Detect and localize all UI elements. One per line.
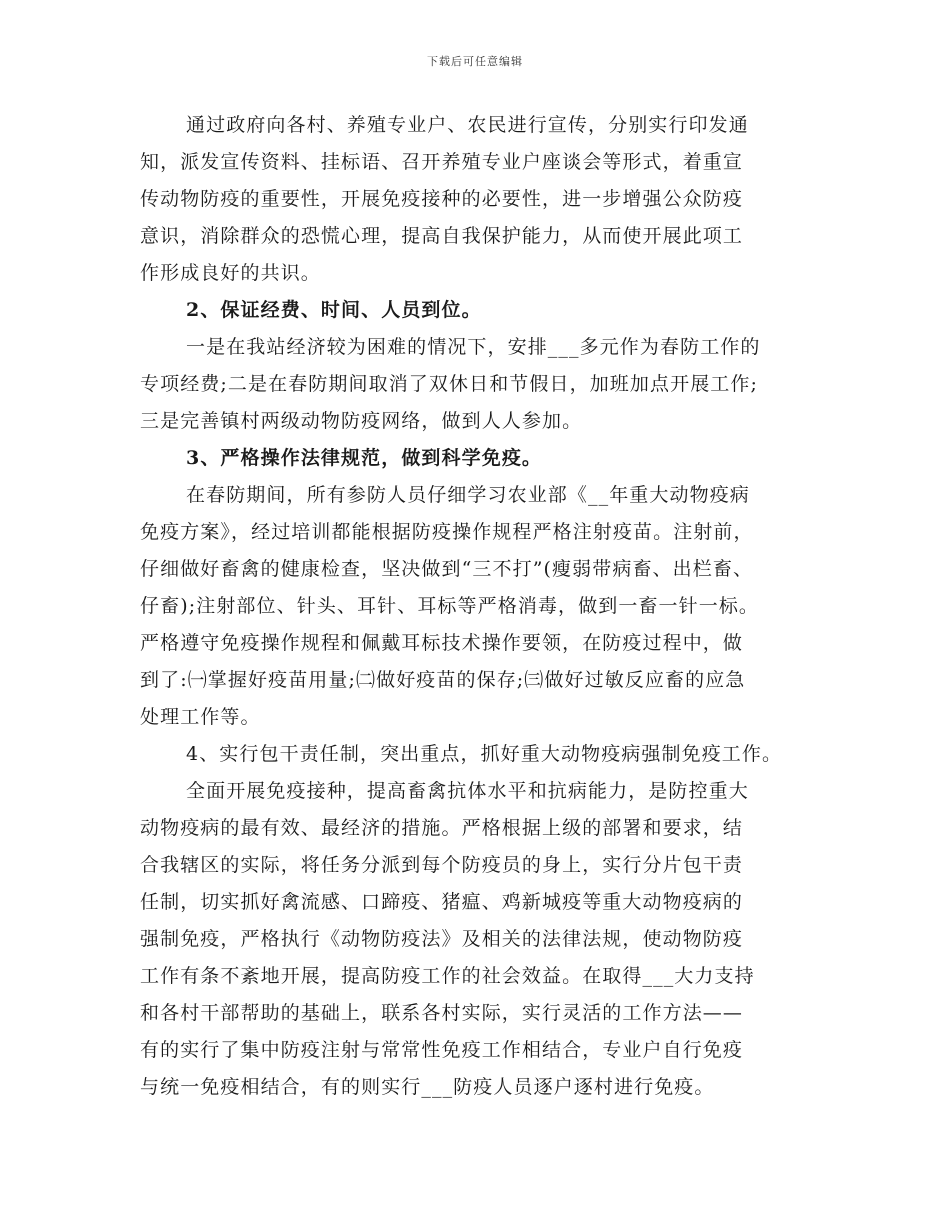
paragraph-line: 知，派发宣传资料、挂标语、召开养殖专业户座谈会等形式，着重宣 — [140, 151, 744, 173]
paragraph-line: 有的实行了集中防疫注射与常常性免疫工作相结合，专业户自行免疫 — [140, 1039, 744, 1061]
paragraph-line: 与统一免疫相结合，有的则实行___防疫人员逐户逐村进行免疫。 — [140, 1076, 715, 1098]
section-heading-3: 3、严格操作法律规范，做到科学免疫。 — [186, 447, 543, 469]
paragraph-line: 动物疫病的最有效、最经济的措施。严格根据上级的部署和要求，结 — [140, 817, 744, 839]
paragraph-line: 传动物防疫的重要性，开展免疫接种的必要性，进一步增强公众防疫 — [140, 188, 744, 210]
paragraph-line: 任制，切实抓好禽流感、口蹄疫、猪瘟、鸡新城疫等重大动物疫病的 — [140, 891, 744, 913]
paragraph-line: 强制免疫，严格执行《动物防疫法》及相关的法律法规，使动物防疫 — [140, 928, 744, 950]
paragraph-line: 作形成良好的共识。 — [140, 262, 321, 284]
paragraph-line: 全面开展免疫接种，提高畜禽抗体水平和抗病能力，是防控重大 — [186, 780, 749, 802]
section-heading-4: 4、实行包干责任制，突出重点，抓好重大动物疫病强制免疫工作。 — [186, 743, 783, 765]
paragraph-line: 一是在我站经济较为困难的情况下，安排___多元作为春防工作的 — [186, 336, 761, 358]
paragraph-line: 处理工作等。 — [140, 706, 261, 728]
document-body — [140, 107, 830, 1106]
header-note: 下载后可任意编辑 — [427, 55, 523, 68]
paragraph-line: 严格遵守免疫操作规程和佩戴耳标技术操作要领，在防疫过程中，做 — [140, 632, 744, 654]
paragraph-line: 仔细做好畜禽的健康检查，坚决做到“三不打”(瘦弱带病畜、出栏畜、 — [140, 558, 754, 580]
paragraph-line: 在春防期间，所有参防人员仔细学习农业部《__年重大动物疫病 — [186, 484, 750, 506]
paragraph-line: 专项经费;二是在春防期间取消了双休日和节假日，加班加点开展工作; — [140, 373, 759, 395]
paragraph-line: 免疫方案》，经过培训都能根据防疫操作规程严格注射疫苗。注射前， — [140, 521, 754, 543]
paragraph-line: 通过政府向各村、养殖专业户、农民进行宣传，分别实行印发通 — [186, 114, 749, 136]
paragraph-line: 仔畜);注射部位、针头、耳针、耳标等严格消毒，做到一畜一针一标。 — [140, 595, 760, 617]
paragraph-line: 和各村干部帮助的基础上，联系各村实际，实行灵活的工作方法—— — [140, 1002, 744, 1024]
paragraph-line: 工作有条不紊地开展，提高防疫工作的社会效益。在取得___大力支持 — [140, 965, 755, 987]
section-heading-2: 2、保证经费、时间、人员到位。 — [186, 299, 482, 321]
paragraph-line: 到了:㈠掌握好疫苗用量;㈡做好疫苗的保存;㈢做好过敏反应畜的应急 — [140, 669, 746, 691]
paragraph-line: 意识，消除群众的恐慌心理，提高自我保护能力，从而使开展此项工 — [140, 225, 744, 247]
paragraph-line: 合我辖区的实际，将任务分派到每个防疫员的身上，实行分片包干责 — [140, 854, 744, 876]
paragraph-line: 三是完善镇村两级动物防疫网络，做到人人参加。 — [140, 410, 583, 432]
